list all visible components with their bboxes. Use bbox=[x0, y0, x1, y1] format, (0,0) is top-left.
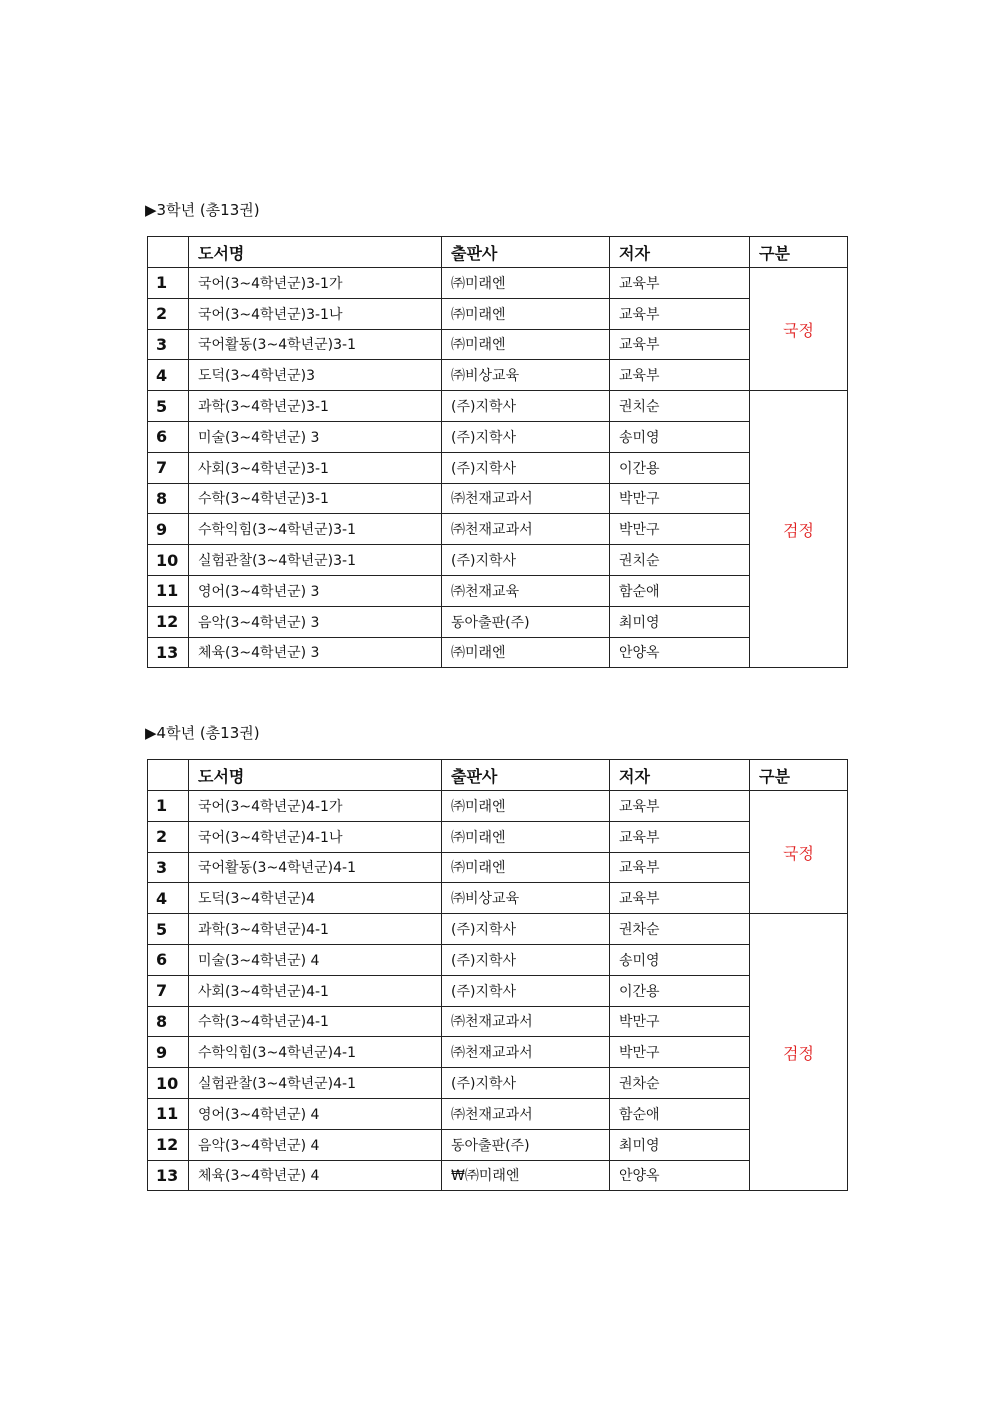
row-number: 13 bbox=[148, 1160, 189, 1191]
publisher-cell: ㈜천재교과서 bbox=[442, 514, 610, 545]
publisher-cell: ㈜천재교과서 bbox=[442, 1037, 610, 1068]
table-row bbox=[148, 1129, 848, 1160]
row-number: 10 bbox=[148, 1068, 189, 1099]
publisher-cell: 동아출판(주) bbox=[442, 1129, 610, 1160]
publisher-cell: ㈜미래엔 bbox=[442, 791, 610, 822]
author-cell: 안양옥 bbox=[610, 637, 750, 668]
header-publisher: 출판사 bbox=[442, 237, 610, 268]
header-book-title: 도서명 bbox=[189, 760, 442, 791]
publisher-cell: ㈜미래엔 bbox=[442, 298, 610, 329]
book-title-cell: 수학익힘(3~4학년군)4-1 bbox=[189, 1037, 442, 1068]
publisher-cell: ㈜미래엔 bbox=[442, 637, 610, 668]
author-cell: 함순애 bbox=[610, 575, 750, 606]
publisher-cell: ㈜비상교육 bbox=[442, 883, 610, 914]
grade3-section-title: ▶3학년 (총13권) bbox=[145, 201, 260, 219]
row-number: 13 bbox=[148, 637, 189, 668]
table-row bbox=[148, 545, 848, 576]
author-cell: 송미영 bbox=[610, 944, 750, 975]
table-row bbox=[148, 421, 848, 452]
publisher-cell: (주)지학사 bbox=[442, 545, 610, 576]
author-cell: 교육부 bbox=[610, 360, 750, 391]
publisher-cell: (주)지학사 bbox=[442, 421, 610, 452]
row-number: 9 bbox=[148, 514, 189, 545]
book-title-cell: 도덕(3~4학년군)4 bbox=[189, 883, 442, 914]
publisher-cell: (주)지학사 bbox=[442, 914, 610, 945]
book-title-cell: 사회(3~4학년군)3-1 bbox=[189, 452, 442, 483]
book-title-cell: 사회(3~4학년군)4-1 bbox=[189, 975, 442, 1006]
table-row bbox=[148, 637, 848, 668]
grade3-table-body bbox=[148, 268, 848, 668]
table-row bbox=[148, 1006, 848, 1037]
author-cell: 안양옥 bbox=[610, 1160, 750, 1191]
author-cell: 함순애 bbox=[610, 1098, 750, 1129]
publisher-cell: 동아출판(주) bbox=[442, 606, 610, 637]
row-number: 11 bbox=[148, 1098, 189, 1129]
row-number: 1 bbox=[148, 268, 189, 299]
book-title-cell: 음악(3~4학년군) 3 bbox=[189, 606, 442, 637]
row-number: 5 bbox=[148, 391, 189, 422]
table-row bbox=[148, 1068, 848, 1099]
grade4-table-body bbox=[148, 791, 848, 1191]
category-authorized-cell: 검정 bbox=[750, 914, 848, 1191]
publisher-cell: ㈜비상교육 bbox=[442, 360, 610, 391]
table-row bbox=[148, 268, 848, 299]
book-title-cell: 수학(3~4학년군)3-1 bbox=[189, 483, 442, 514]
book-title-cell: 도덕(3~4학년군)3 bbox=[189, 360, 442, 391]
row-number: 12 bbox=[148, 1129, 189, 1160]
header-number bbox=[148, 237, 189, 268]
author-cell: 교육부 bbox=[610, 791, 750, 822]
grade4-book-table bbox=[147, 759, 848, 1191]
book-title-cell: 실험관찰(3~4학년군)4-1 bbox=[189, 1068, 442, 1099]
publisher-cell: (주)지학사 bbox=[442, 944, 610, 975]
header-category: 구분 bbox=[750, 760, 848, 791]
book-title-cell: 국어(3~4학년군)4-1가 bbox=[189, 791, 442, 822]
header-author: 저자 bbox=[610, 237, 750, 268]
book-title-cell: 수학(3~4학년군)4-1 bbox=[189, 1006, 442, 1037]
table-row bbox=[148, 852, 848, 883]
row-number: 7 bbox=[148, 452, 189, 483]
author-cell: 송미영 bbox=[610, 421, 750, 452]
table-row bbox=[148, 914, 848, 945]
category-national-cell: 국정 bbox=[750, 791, 848, 914]
header-category: 구분 bbox=[750, 237, 848, 268]
row-number: 12 bbox=[148, 606, 189, 637]
table-row bbox=[148, 883, 848, 914]
header-book-title: 도서명 bbox=[189, 237, 442, 268]
row-number: 7 bbox=[148, 975, 189, 1006]
author-cell: 최미영 bbox=[610, 1129, 750, 1160]
row-number: 3 bbox=[148, 329, 189, 360]
publisher-cell: ㈜미래엔 bbox=[442, 268, 610, 299]
book-title-cell: 국어(3~4학년군)4-1나 bbox=[189, 821, 442, 852]
publisher-cell: (주)지학사 bbox=[442, 1068, 610, 1099]
table-header-row bbox=[148, 237, 848, 268]
header-author: 저자 bbox=[610, 760, 750, 791]
author-cell: 교육부 bbox=[610, 268, 750, 299]
author-cell: 최미영 bbox=[610, 606, 750, 637]
row-number: 2 bbox=[148, 298, 189, 329]
table-row bbox=[148, 360, 848, 391]
author-cell: 교육부 bbox=[610, 821, 750, 852]
table-row bbox=[148, 298, 848, 329]
table-row bbox=[148, 329, 848, 360]
header-number bbox=[148, 760, 189, 791]
row-number: 3 bbox=[148, 852, 189, 883]
book-title-cell: 미술(3~4학년군) 3 bbox=[189, 421, 442, 452]
book-title-cell: 음악(3~4학년군) 4 bbox=[189, 1129, 442, 1160]
publisher-cell: ㈜미래엔 bbox=[442, 329, 610, 360]
book-title-cell: 영어(3~4학년군) 4 bbox=[189, 1098, 442, 1129]
author-cell: 교육부 bbox=[610, 329, 750, 360]
publisher-cell: (주)지학사 bbox=[442, 391, 610, 422]
book-title-cell: 과학(3~4학년군)4-1 bbox=[189, 914, 442, 945]
book-title-cell: 실험관찰(3~4학년군)3-1 bbox=[189, 545, 442, 576]
row-number: 10 bbox=[148, 545, 189, 576]
book-title-cell: 체육(3~4학년군) 4 bbox=[189, 1160, 442, 1191]
table-row bbox=[148, 1037, 848, 1068]
book-title-cell: 체육(3~4학년군) 3 bbox=[189, 637, 442, 668]
table-row bbox=[148, 1160, 848, 1191]
table-row bbox=[148, 452, 848, 483]
author-cell: 교육부 bbox=[610, 852, 750, 883]
table-row bbox=[148, 1098, 848, 1129]
book-title-cell: 국어(3~4학년군)3-1가 bbox=[189, 268, 442, 299]
author-cell: 권차순 bbox=[610, 914, 750, 945]
author-cell: 교육부 bbox=[610, 298, 750, 329]
table-row bbox=[148, 975, 848, 1006]
row-number: 9 bbox=[148, 1037, 189, 1068]
table-row bbox=[148, 606, 848, 637]
table-row bbox=[148, 821, 848, 852]
book-title-cell: 과학(3~4학년군)3-1 bbox=[189, 391, 442, 422]
author-cell: 이간용 bbox=[610, 975, 750, 1006]
table-row bbox=[148, 791, 848, 822]
publisher-cell: (주)지학사 bbox=[442, 452, 610, 483]
header-publisher: 출판사 bbox=[442, 760, 610, 791]
publisher-cell: ₩㈜미래엔 bbox=[442, 1160, 610, 1191]
author-cell: 권치순 bbox=[610, 545, 750, 576]
table-row bbox=[148, 575, 848, 606]
table-row bbox=[148, 391, 848, 422]
author-cell: 권차순 bbox=[610, 1068, 750, 1099]
author-cell: 이간용 bbox=[610, 452, 750, 483]
grade4-section-title: ▶4학년 (총13권) bbox=[145, 724, 260, 742]
book-title-cell: 수학익힘(3~4학년군)3-1 bbox=[189, 514, 442, 545]
author-cell: 박만구 bbox=[610, 483, 750, 514]
row-number: 6 bbox=[148, 944, 189, 975]
publisher-cell: ㈜미래엔 bbox=[442, 821, 610, 852]
grade3-book-table bbox=[147, 236, 848, 668]
row-number: 8 bbox=[148, 483, 189, 514]
book-title-cell: 국어활동(3~4학년군)3-1 bbox=[189, 329, 442, 360]
author-cell: 박만구 bbox=[610, 1037, 750, 1068]
table-header-row bbox=[148, 760, 848, 791]
row-number: 6 bbox=[148, 421, 189, 452]
row-number: 2 bbox=[148, 821, 189, 852]
table-row bbox=[148, 944, 848, 975]
publisher-cell: ㈜미래엔 bbox=[442, 852, 610, 883]
book-title-cell: 영어(3~4학년군) 3 bbox=[189, 575, 442, 606]
row-number: 5 bbox=[148, 914, 189, 945]
book-title-cell: 국어(3~4학년군)3-1나 bbox=[189, 298, 442, 329]
category-national-cell: 국정 bbox=[750, 268, 848, 391]
publisher-cell: ㈜천재교과서 bbox=[442, 1006, 610, 1037]
publisher-cell: ㈜천재교육 bbox=[442, 575, 610, 606]
publisher-cell: ㈜천재교과서 bbox=[442, 483, 610, 514]
table-row bbox=[148, 514, 848, 545]
row-number: 8 bbox=[148, 1006, 189, 1037]
publisher-cell: ㈜천재교과서 bbox=[442, 1098, 610, 1129]
author-cell: 박만구 bbox=[610, 1006, 750, 1037]
category-authorized-cell: 검정 bbox=[750, 391, 848, 668]
publisher-cell: (주)지학사 bbox=[442, 975, 610, 1006]
book-title-cell: 미술(3~4학년군) 4 bbox=[189, 944, 442, 975]
author-cell: 권치순 bbox=[610, 391, 750, 422]
row-number: 1 bbox=[148, 791, 189, 822]
table-row bbox=[148, 483, 848, 514]
row-number: 4 bbox=[148, 883, 189, 914]
row-number: 4 bbox=[148, 360, 189, 391]
author-cell: 박만구 bbox=[610, 514, 750, 545]
row-number: 11 bbox=[148, 575, 189, 606]
author-cell: 교육부 bbox=[610, 883, 750, 914]
book-title-cell: 국어활동(3~4학년군)4-1 bbox=[189, 852, 442, 883]
